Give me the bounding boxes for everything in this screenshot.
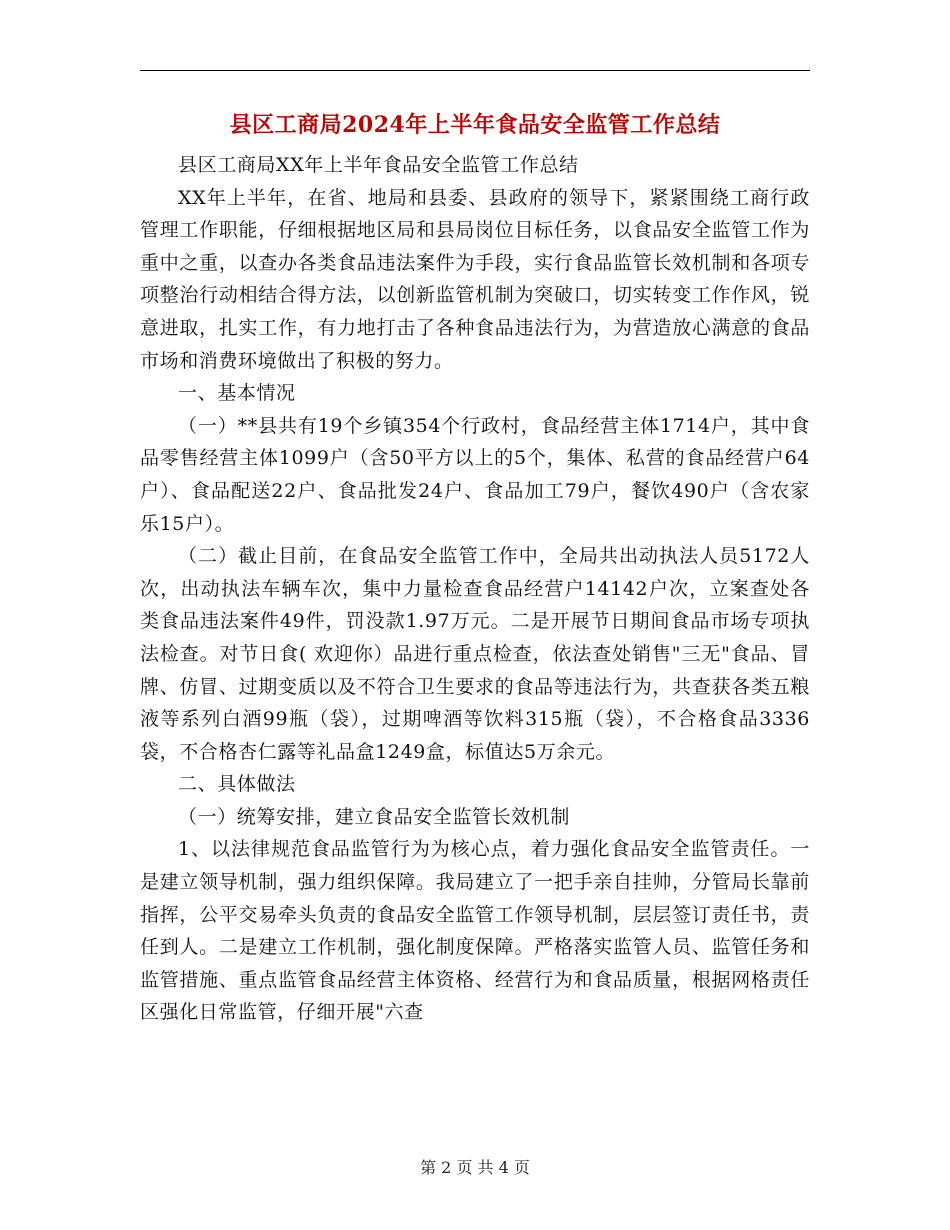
page-number: 第 2 页 共 4 页	[420, 1158, 530, 1177]
paragraph-subtitle: 县区工商局XX年上半年食品安全监管工作总结	[178, 154, 579, 176]
paragraph-basic-1: （一）**县共有19个乡镇354个行政村，食品经营主体1714户，其中食品零售经营主体1099户（含50平方以上的5个，集体、私营的食品经营户64户）、食品配送22户、食品批发24户、食品加工79户，餐饮490户（含农家乐15户）。	[140, 414, 810, 535]
header-rule	[140, 70, 810, 71]
document-body	[140, 149, 810, 1029]
paragraph-intro: XX年上半年，在省、地局和县委、县政府的领导下，紧紧围绕工商行政管理工作职能，仔细根据地区局和县局岗位目标任务，以食品安全监管工作为重中之重，以查办各类食品违法案件为手段，实行食品监管长效机制和各项专项整治行动相结合得方法，以创新监管机制为突破口，切实转变工作作风，锐意进取，扎实工作，有力地打击了各种食品违法行为，为营造放心满意的食品市场和消费环境做出了积极的努力。	[140, 186, 810, 372]
paragraph-basic-2: （二）截止目前，在食品安全监管工作中，全局共出动执法人员5172人次，出动执法车辆车次，集中力量检查食品经营户14142户次，立案查处各类食品违法案件49件，罚没款1.97万元。二是开展节日期间食品市场专项执法检查。对节日食( 欢迎你）品进行重点检查，依法查处销售"三无"食品、冒牌、仿冒、过期变质以及不符合卫生要求的食品等违法行为，共查获各类五粮液等系列白酒99瓶（袋），过期啤酒等饮料315瓶（袋），不合格食品3336袋，不合格杏仁露等礼品盒1249盒，标值达5万余元。	[140, 545, 810, 763]
section-heading-practice: 二、具体做法	[178, 773, 296, 796]
subsection-heading-1: （一）统筹安排，建立食品安全监管长效机制	[178, 805, 571, 828]
document-title: 县区工商局2024年上半年食品安全监管工作总结	[229, 112, 721, 138]
paragraph-practice-1: 1、以法律规范食品监管行为为核心点，着力强化食品安全监管责任。一是建立领导机制，强力组织保障。我局建立了一把手亲自挂帅，分管局长靠前指挥，公平交易牵头负责的食品安全监管工作领导机制，层层签订责任书，责任到人。二是建立工作机制，强化制度保障。严格落实监管人员、监管任务和监管措施、重点监管食品经营主体资格、经营行为和食品质量，根据网格责任区强化日常监管，仔细开展"六查	[140, 838, 810, 1024]
section-heading-basic: 一、基本情况	[178, 382, 296, 405]
